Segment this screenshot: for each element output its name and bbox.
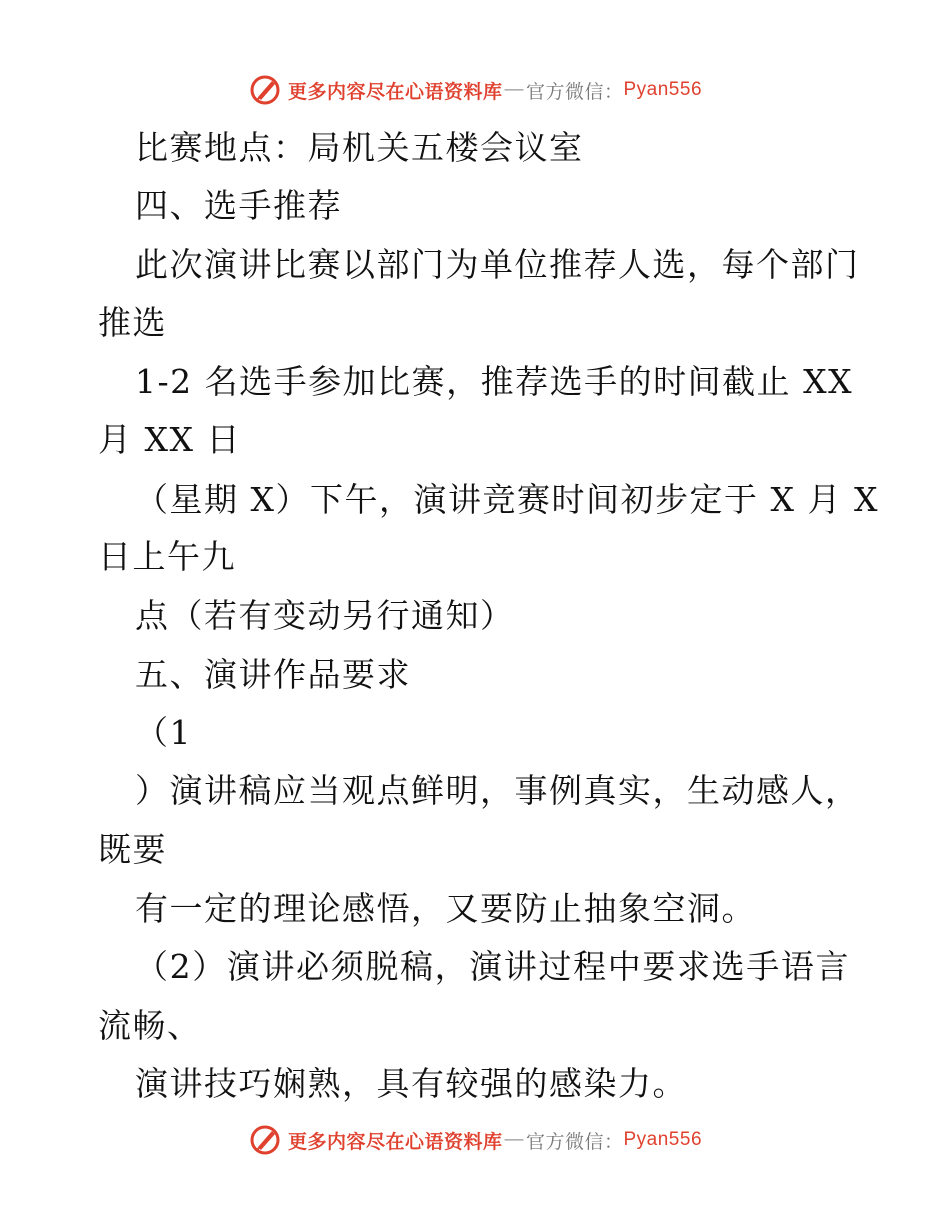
banner-main-text: 更多内容尽在心语资料库 (287, 1131, 503, 1153)
body-line: （星期 X）下午，演讲竞赛时间初步定于 X 月 X (135, 480, 879, 519)
body-line: 点（若有变动另行通知） (135, 596, 515, 635)
body-line: 月 XX 日 (98, 420, 241, 459)
body-line: 1-2 名选手参加比赛，推荐选手的时间截止 XX (135, 362, 854, 401)
body-line: 推选 (98, 303, 167, 342)
header-watermark-banner (0, 70, 950, 110)
body-line: 流畅、 (98, 1006, 202, 1045)
body-line: （1 (135, 713, 192, 752)
banner-main-text: 更多内容尽在心语资料库 (287, 81, 503, 103)
banner-label-text: 官方微信： (525, 1131, 624, 1153)
venue-line: 比赛地点：局机关五楼会议室 (135, 128, 584, 167)
quill-logo-icon (248, 1123, 282, 1157)
section-heading-5: 五、演讲作品要求 (135, 655, 411, 694)
quill-logo-icon (248, 73, 282, 107)
body-line: ）演讲稿应当观点鲜明，事例真实，生动感人， (135, 771, 860, 810)
banner-label-text: 官方微信： (525, 81, 624, 103)
banner-separator: — (504, 1129, 524, 1150)
body-line: 既要 (98, 830, 167, 869)
banner-separator: — (504, 79, 524, 100)
body-line: （2）演讲必须脱稿，演讲过程中要求选手语言 (135, 947, 850, 986)
body-line: 演讲技巧娴熟，具有较强的感染力。 (135, 1064, 687, 1103)
body-line: 此次演讲比赛以部门为单位推荐人选，每个部门 (135, 245, 860, 284)
banner-account-text: Pyan556 (623, 1129, 703, 1150)
body-line: 日上午九 (98, 537, 236, 576)
body-line: 有一定的理论感悟，又要防止抽象空洞。 (135, 889, 756, 928)
banner-account-text: Pyan556 (623, 79, 703, 100)
footer-watermark-banner (0, 1120, 950, 1160)
section-heading-4: 四、选手推荐 (135, 186, 342, 225)
